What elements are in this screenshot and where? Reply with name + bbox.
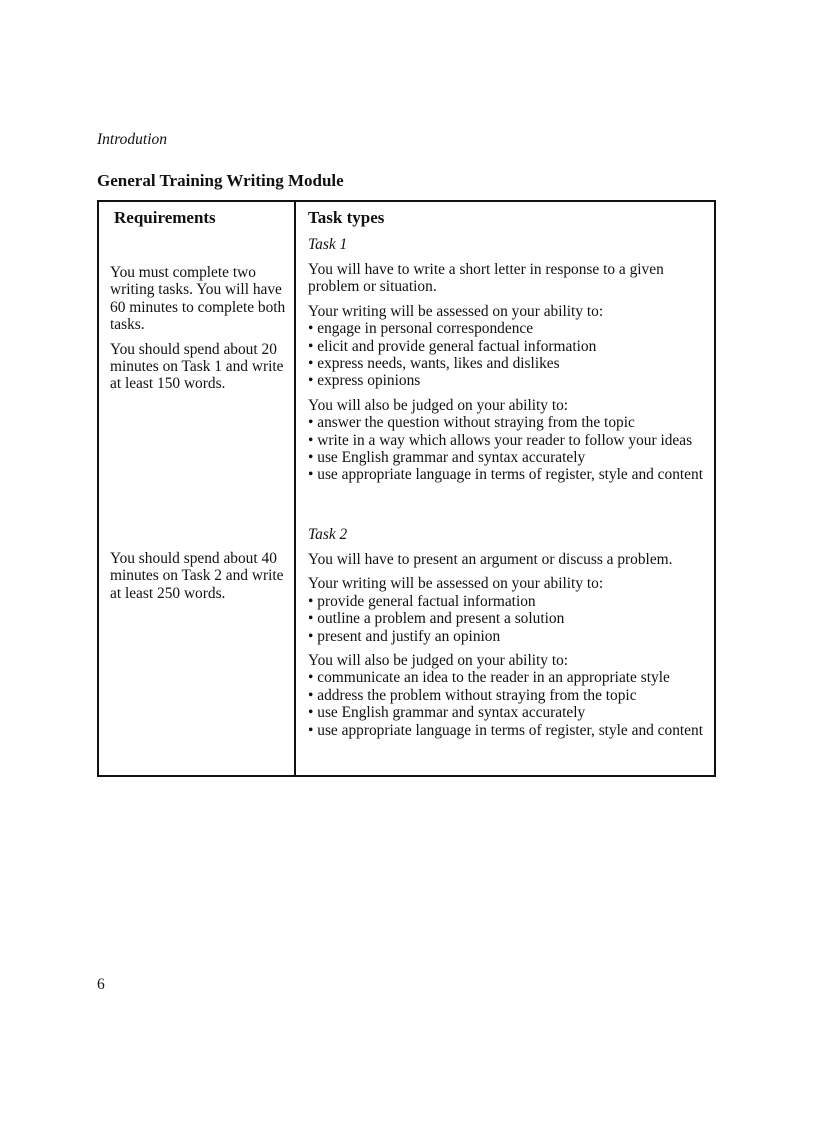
task2-assessed-list <box>308 593 710 645</box>
list-item: • express needs, wants, likes and dislikes <box>308 355 710 372</box>
page-title: General Training Writing Module <box>97 171 344 190</box>
task1-requirements <box>110 264 288 393</box>
list-item: • answer the question without straying from the topic <box>308 414 710 431</box>
task2-assessed <box>308 575 710 645</box>
column-divider <box>294 202 296 775</box>
list-item: • use English grammar and syntax accurately <box>308 449 710 466</box>
task1-requirement: You must complete two writing tasks. You will have 60 minutes to complete both tasks. <box>110 264 286 334</box>
task1-assessed-heading: Your writing will be assessed on your ability to: <box>308 302 604 320</box>
list-item: • use English grammar and syntax accurately <box>308 704 710 721</box>
task1-assessed-list <box>308 320 710 390</box>
page-number: 6 <box>97 976 105 993</box>
task2-intro: You will have to present an argument or discuss a problem. <box>308 551 673 568</box>
task2-label: Task 2 <box>308 526 348 543</box>
list-item: • express opinions <box>308 372 710 389</box>
task2-judged-list <box>308 669 710 739</box>
task2-requirements <box>110 550 288 602</box>
task1-requirement: You should spend about 20 minutes on Task 1 and write at least 150 words. <box>110 340 284 393</box>
running-header: Introdution <box>97 131 168 148</box>
list-item: • write in a way which allows your reader to follow your ideas <box>308 432 710 449</box>
list-item: • outline a problem and present a solution <box>308 610 710 627</box>
task1-judged-heading: You will also be judged on your ability to: <box>308 396 569 414</box>
task2-description <box>308 551 710 739</box>
task1-intro: You will have to write a short letter in response to a given problem or situation. <box>308 261 664 296</box>
list-item: • use appropriate language in terms of register, style and content <box>308 466 710 483</box>
task1-description <box>308 261 710 484</box>
task-types-column-header: Task types <box>308 208 385 227</box>
list-item: • use appropriate language in terms of register, style and content <box>308 722 710 739</box>
task1-assessed <box>308 303 710 390</box>
task2-judged <box>308 652 710 739</box>
list-item: • provide general factual information <box>308 593 710 610</box>
task2-judged-heading: You will also be judged on your ability to: <box>308 652 569 670</box>
list-item: • communicate an idea to the reader in an appropriate style <box>308 669 710 686</box>
task1-judged-list <box>308 414 710 484</box>
task2-assessed-heading: Your writing will be assessed on your ability to: <box>308 575 604 593</box>
task2-requirement: You should spend about 40 minutes on Task 2 and write at least 250 words. <box>110 550 284 602</box>
list-item: • elicit and provide general factual information <box>308 338 710 355</box>
list-item: • present and justify an opinion <box>308 628 710 645</box>
requirements-column-header: Requirements <box>114 208 216 227</box>
task1-label: Task 1 <box>308 236 348 253</box>
task1-judged <box>308 397 710 484</box>
requirements-table <box>97 200 716 777</box>
list-item: • engage in personal correspondence <box>308 320 710 337</box>
list-item: • address the problem without straying from the topic <box>308 687 710 704</box>
